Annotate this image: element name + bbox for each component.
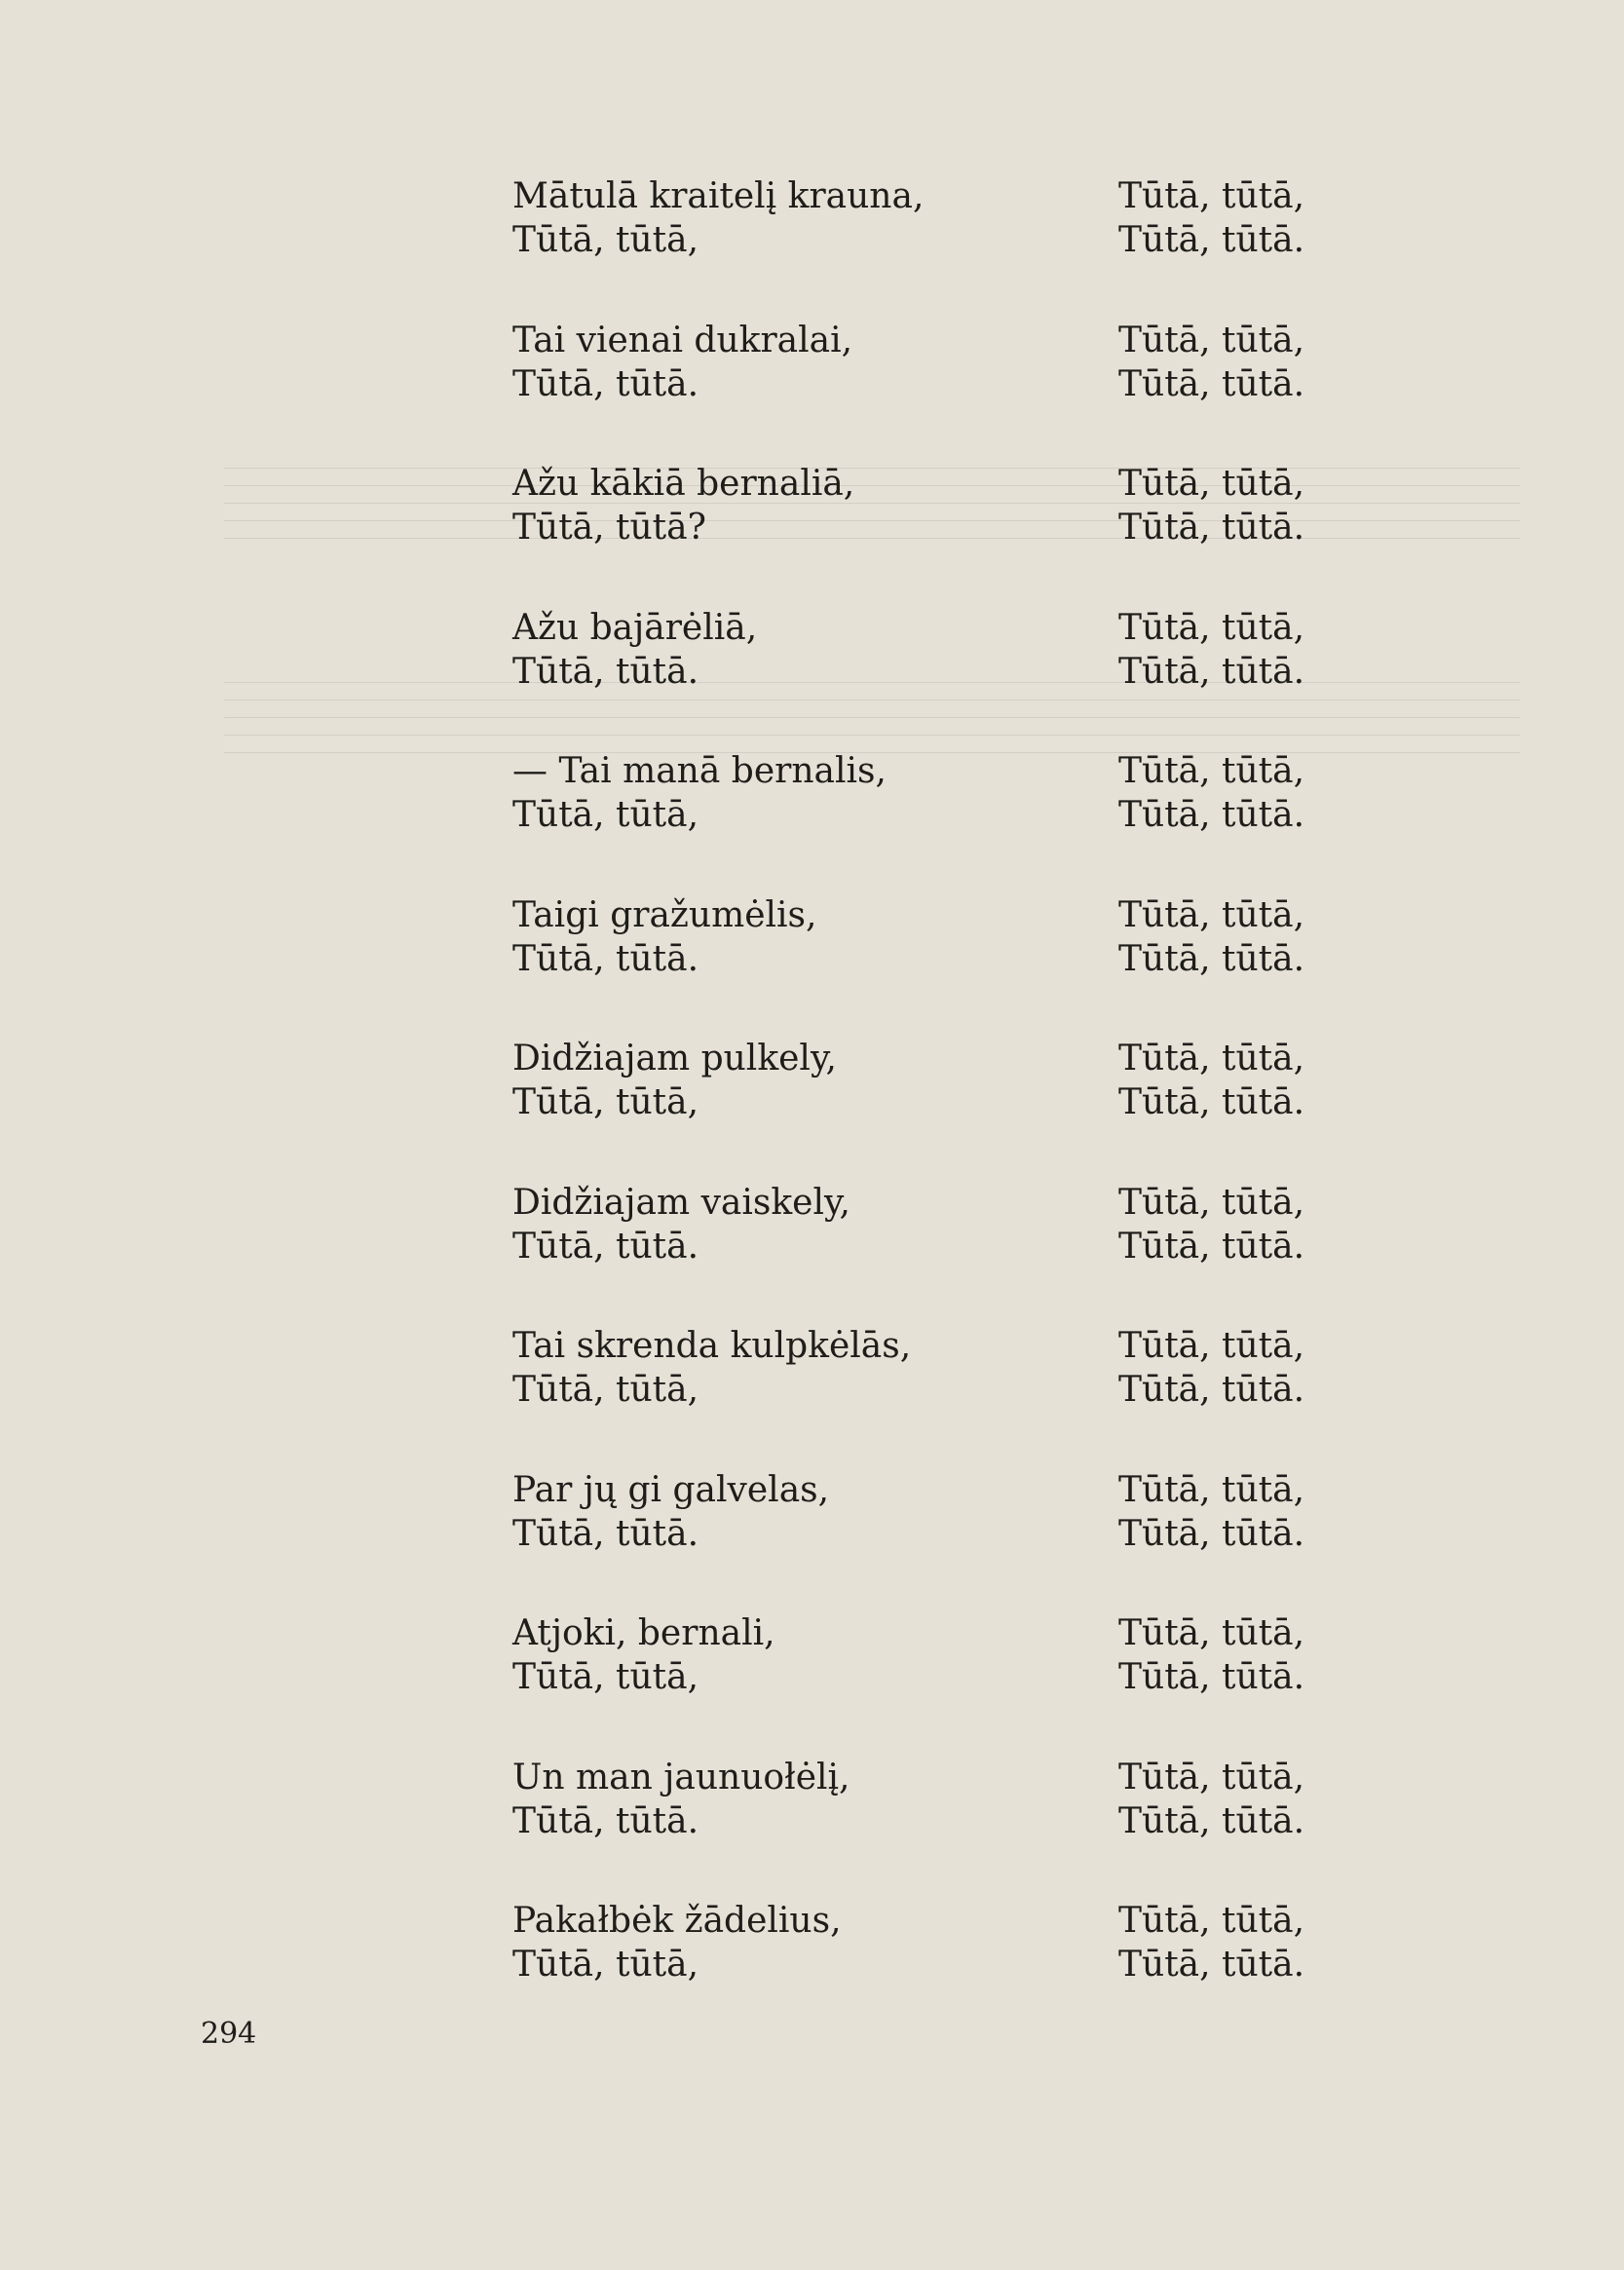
refrain-line: Tūtā, tūtā.: [1118, 938, 1305, 979]
refrain-line: Tūtā, tūtā,: [1118, 751, 1305, 791]
verse-line-refrain: Tūtā, tūtā,: [512, 1657, 699, 1697]
verse-line-refrain: Tūtā, tūtā.: [512, 1513, 699, 1554]
refrain-line: Tūtā, tūtā,: [1118, 1469, 1305, 1510]
verse-line: — Tai manā bernalis,: [512, 751, 887, 791]
refrain-line: Tūtā, tūtā.: [1118, 1800, 1305, 1841]
refrain-line: Tūtā, tūtā.: [1118, 508, 1305, 548]
verse-line: Pakałbėk žādelius,: [512, 1901, 842, 1941]
verse-line: Atjoki, bernali,: [512, 1613, 775, 1653]
verse-line-refrain: Tūtā, tūtā,: [512, 220, 699, 260]
refrain-line: Tūtā, tūtā,: [1118, 1757, 1305, 1797]
stanza: [0, 1469, 1624, 1613]
refrain-line: Tūtā, tūtā.: [1118, 363, 1305, 404]
stanza: [0, 750, 1624, 894]
stanza: [0, 1038, 1624, 1182]
refrain-line: Tūtā, tūtā,: [1118, 1326, 1305, 1366]
verse-line-refrain: Tūtā, tūtā,: [512, 1370, 699, 1410]
verse-line-refrain: Tūtā, tūtā.: [512, 651, 699, 692]
refrain-line: Tūtā, tūtā.: [1118, 1370, 1305, 1410]
verse-line: Didžiajam pulkely,: [512, 1039, 837, 1078]
refrain-line: Tūtā, tūtā,: [1118, 464, 1305, 504]
verse-line-refrain: Tūtā, tūtā.: [512, 1226, 699, 1267]
verse-stanzas: [0, 175, 1624, 2044]
stanza: [0, 463, 1624, 607]
refrain-line: Tūtā, tūtā,: [1118, 1901, 1305, 1941]
stanza: [0, 894, 1624, 1039]
stanza: [0, 607, 1624, 751]
refrain-line: Tūtā, tūtā,: [1118, 1039, 1305, 1078]
refrain-line: Tūtā, tūtā,: [1118, 320, 1305, 360]
stanza: [0, 1182, 1624, 1326]
verse-line: Ažu kākiā bernaliā,: [512, 464, 855, 504]
verse-line-refrain: Tūtā, tūtā.: [512, 938, 699, 979]
verse-line: Didžiajam vaiskely,: [512, 1182, 850, 1223]
stanza: [0, 175, 1624, 320]
refrain-line: Tūtā, tūtā.: [1118, 1513, 1305, 1554]
verse-line: Un man jaunuołėlį,: [512, 1757, 850, 1797]
refrain-line: Tūtā, tūtā.: [1118, 1082, 1305, 1122]
refrain-line: Tūtā, tūtā.: [1118, 220, 1305, 260]
refrain-line: Tūtā, tūtā.: [1118, 1945, 1305, 1985]
stanza: [0, 320, 1624, 464]
refrain-line: Tūtā, tūtā,: [1118, 894, 1305, 935]
verse-line-refrain: Tūtā, tūtā?: [512, 508, 706, 548]
verse-line-refrain: Tūtā, tūtā.: [512, 1800, 699, 1841]
verse-line-refrain: Tūtā, tūtā,: [512, 1945, 699, 1985]
verse-line-refrain: Tūtā, tūtā,: [512, 1082, 699, 1122]
verse-line-refrain: Tūtā, tūtā,: [512, 795, 699, 835]
refrain-line: Tūtā, tūtā.: [1118, 795, 1305, 835]
verse-line: Taigi gražumėlis,: [512, 894, 817, 935]
refrain-line: Tūtā, tūtā.: [1118, 651, 1305, 692]
refrain-line: Tūtā, tūtā.: [1118, 1657, 1305, 1697]
refrain-line: Tūtā, tūtā,: [1118, 1613, 1305, 1653]
verse-line: Tai vienai dukralai,: [512, 320, 853, 360]
refrain-line: Tūtā, tūtā,: [1118, 1182, 1305, 1223]
page-number: 294: [201, 2017, 257, 2051]
refrain-line: Tūtā, tūtā,: [1118, 607, 1305, 648]
verse-line: Mātulā kraitelį krauna,: [512, 176, 925, 216]
verse-line-refrain: Tūtā, tūtā.: [512, 363, 699, 404]
stanza: [0, 1757, 1624, 1901]
refrain-line: Tūtā, tūtā,: [1118, 176, 1305, 216]
verse-line: Par jų gi galvelas,: [512, 1469, 830, 1510]
stanza: [0, 1612, 1624, 1757]
verse-line: Ažu bajārėliā,: [512, 607, 758, 648]
verse-line: Tai skrenda kulpkėlās,: [512, 1326, 912, 1366]
refrain-line: Tūtā, tūtā.: [1118, 1226, 1305, 1267]
stanza: [0, 1325, 1624, 1469]
